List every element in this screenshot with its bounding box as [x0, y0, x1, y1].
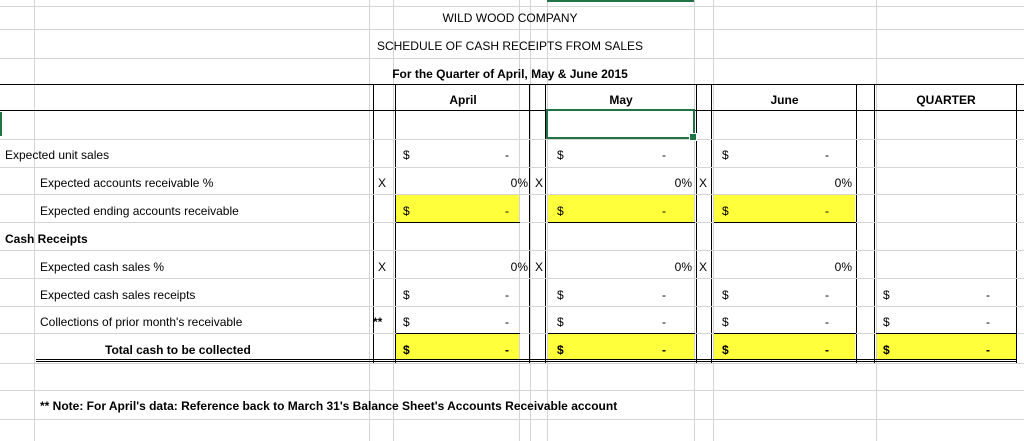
ar-end-june-value[interactable]: - — [825, 204, 829, 218]
total-quarter-value[interactable]: - — [986, 343, 990, 357]
column-selection-indicator — [547, 0, 694, 2]
ar-pct-may-operator: X — [535, 176, 544, 190]
cash-pct-april-value[interactable]: 0% — [510, 260, 528, 274]
total-june-value[interactable]: - — [825, 343, 829, 357]
label-cash-pct[interactable]: Expected cash sales % — [40, 260, 165, 274]
highlight-total-may — [548, 333, 694, 360]
total-june-currency: $ — [722, 343, 729, 357]
highlight-total-april — [396, 333, 519, 360]
total-april-currency: $ — [403, 343, 410, 357]
column-june[interactable]: June — [770, 93, 799, 107]
cash-sales-april-value[interactable]: - — [505, 288, 509, 302]
collections-may-currency: $ — [557, 315, 564, 329]
fill-handle[interactable] — [689, 133, 697, 141]
cash-pct-june-value[interactable]: 0% — [834, 260, 852, 274]
row-selection-indicator — [0, 112, 2, 136]
unit-sales-april-value[interactable]: - — [505, 148, 509, 162]
highlight-total-june — [714, 333, 855, 360]
ar-pct-april-value[interactable]: 0% — [510, 176, 528, 190]
label-unit-sales[interactable]: Expected unit sales — [5, 148, 110, 162]
ar-end-april-value[interactable]: - — [505, 204, 509, 218]
highlight-total-quarter — [876, 333, 1016, 360]
label-ar-end[interactable]: Expected ending accounts receivable — [40, 204, 239, 218]
column-quarter[interactable]: QUARTER — [916, 93, 976, 107]
collections-june-value[interactable]: - — [825, 315, 829, 329]
unit-sales-may-currency: $ — [557, 148, 564, 162]
unit-sales-april-currency: $ — [403, 148, 410, 162]
collections-may-value[interactable]: - — [662, 315, 666, 329]
ar-end-april-currency: $ — [403, 204, 410, 218]
unit-sales-june-value[interactable]: - — [825, 148, 829, 162]
collections-quarter-currency: $ — [883, 315, 890, 329]
ar-pct-june-value[interactable]: 0% — [834, 176, 852, 190]
cash-sales-quarter-value[interactable]: - — [986, 288, 990, 302]
cash-sales-may-currency: $ — [557, 288, 564, 302]
total-may-value[interactable]: - — [662, 343, 666, 357]
ar-pct-june-operator: X — [699, 176, 708, 190]
cash-sales-june-currency: $ — [722, 288, 729, 302]
ar-pct-may-value[interactable]: 0% — [674, 176, 692, 190]
unit-sales-june-currency: $ — [722, 148, 729, 162]
selected-cell[interactable] — [546, 109, 695, 139]
cash-pct-june-operator: X — [699, 260, 708, 274]
highlight-ar-may — [548, 195, 694, 222]
label-cash-sales[interactable]: Expected cash sales receipts — [40, 288, 196, 302]
schedule-title: SCHEDULE OF CASH RECEIPTS FROM SALES — [376, 39, 644, 53]
section-cash-receipts[interactable]: Cash Receipts — [5, 232, 88, 246]
cash-sales-may-value[interactable]: - — [662, 288, 666, 302]
label-ar-pct[interactable]: Expected accounts receivable % — [40, 176, 214, 190]
highlight-ar-april — [396, 195, 519, 222]
collections-june-currency: $ — [722, 315, 729, 329]
ar-end-june-currency: $ — [722, 204, 729, 218]
collections-note-marker: ** — [373, 315, 383, 329]
cash-sales-quarter-currency: $ — [883, 288, 890, 302]
total-april-value[interactable]: - — [505, 343, 509, 357]
label-collections[interactable]: Collections of prior month's receivable — [40, 315, 243, 329]
column-april[interactable]: April — [449, 93, 477, 107]
cash-sales-april-currency: $ — [403, 288, 410, 302]
collections-april-currency: $ — [403, 315, 410, 329]
collections-april-value[interactable]: - — [505, 315, 509, 329]
total-may-currency: $ — [557, 343, 564, 357]
total-quarter-currency: $ — [883, 343, 890, 357]
highlight-ar-june — [714, 195, 855, 222]
ar-end-may-currency: $ — [557, 204, 564, 218]
company-title: WILD WOOD COMPANY — [442, 11, 578, 25]
unit-sales-may-value[interactable]: - — [662, 148, 666, 162]
collections-quarter-value[interactable]: - — [986, 315, 990, 329]
label-total[interactable]: Total cash to be collected — [105, 343, 251, 357]
ar-pct-april-operator: X — [378, 176, 387, 190]
cash-pct-may-value[interactable]: 0% — [674, 260, 692, 274]
cash-pct-may-operator: X — [535, 260, 544, 274]
footnote[interactable]: ** Note: For April's data: Reference back to March 31's Balance Sheet's Accounts Receivable account — [40, 399, 618, 413]
ar-end-may-value[interactable]: - — [662, 204, 666, 218]
cash-sales-june-value[interactable]: - — [825, 288, 829, 302]
period-title: For the Quarter of April, May & June 2015 — [392, 67, 628, 81]
column-may[interactable]: May — [609, 93, 633, 107]
cash-pct-april-operator: X — [378, 260, 387, 274]
